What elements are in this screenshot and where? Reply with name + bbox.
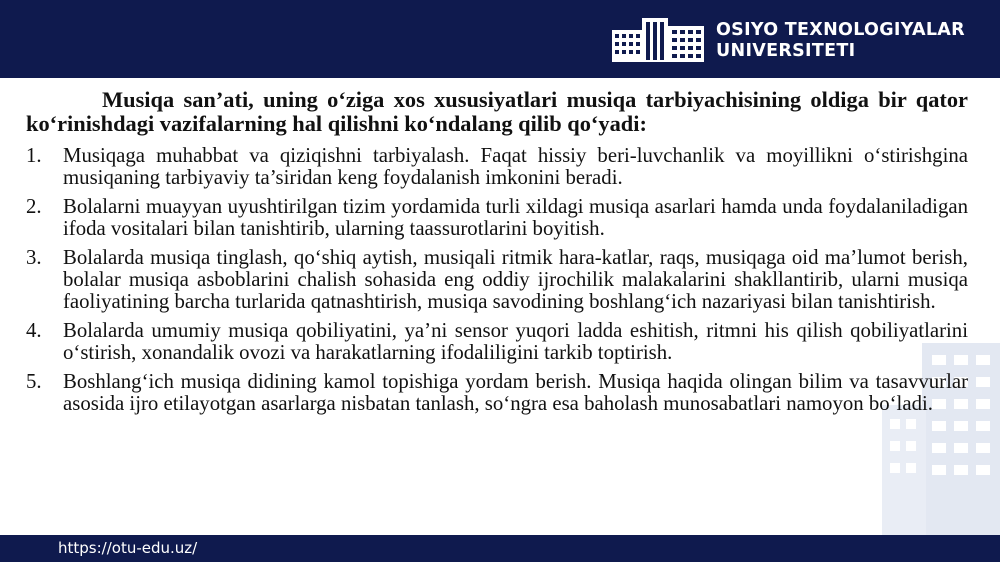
footer-bar [0, 535, 1000, 562]
list-item-text: Bolalarda umumiy musiqa qobiliyatini, ya’ni sensor yuqori ladda eshitish, ritmni his qilish qobiliyatlarini o‘stirish, xonandalik ovozi va harakatlarning ifodaliligini tarkib toptirish. [63, 319, 968, 364]
list-item-text: Boshlang‘ich musiqa didining kamol topishiga yordam berish. Musiqa haqida olingan bilim va tasavvurlar asosida ijro etilayotgan asarlarga nisbatan tanlash, so‘ngra esa baholash munosabatlari namoyon bo‘ladi. [63, 370, 968, 415]
list-item [26, 196, 968, 240]
list-item-number: 5. [26, 370, 42, 393]
list-item [26, 145, 968, 189]
list-item-number: 3. [26, 246, 42, 269]
university-building-icon [610, 14, 706, 64]
list-item-text: Bolalarni muayyan uyushtirilgan tizim yordamida turli xildagi musiqa asarlari hamda unda foydalaniladigan ifoda vositalari bilan tanishtirib, ularning taassurotlarini boyitish. [63, 195, 968, 240]
list-item-number: 4. [26, 319, 42, 342]
task-list [26, 145, 968, 415]
list-item [26, 371, 968, 415]
list-item-number: 2. [26, 195, 42, 218]
slide-content [26, 88, 968, 422]
university-name-line1: OSIYO TEXNOLOGIYALAR [716, 20, 965, 40]
university-name-line2: UNIVERSITETI [716, 41, 856, 61]
website-link[interactable]: https://otu-edu.uz/ [58, 539, 198, 557]
header-bar [0, 0, 1000, 78]
university-name [716, 20, 965, 62]
list-item-text: Musiqaga muhabbat va qiziqishni tarbiyalash. Faqat hissiy beri-luvchanlik va moyillikni o‘stirishgina musiqaning tarbiyaviy ta’siridan keng foydalanish imkonini beradi. [63, 144, 968, 189]
intro-paragraph: Musiqa san’ati, uning o‘ziga xos xususiyatlari musiqa tarbiyachisining oldiga bir qator ko‘rinishdagi vazifalarning hal qilishni ko‘ndalang qilib qo‘yadi: [26, 87, 968, 136]
list-item-number: 1. [26, 144, 42, 167]
list-item [26, 320, 968, 364]
list-item-text: Bolalarda musiqa tinglash, qo‘shiq aytish, musiqali ritmik hara-katlar, raqs, musiqaga oid ma’lumot berish, bolalar musiqa asboblarini chalish sohasida eng oddiy ijrochilik malakalarini shakllantirib, ularni musiqa faoliyatining barcha turlarida qatnashtirish, musiqa savodining boshlang‘ich nazariyasi bilan tanishtirish. [63, 246, 968, 313]
list-item [26, 247, 968, 313]
